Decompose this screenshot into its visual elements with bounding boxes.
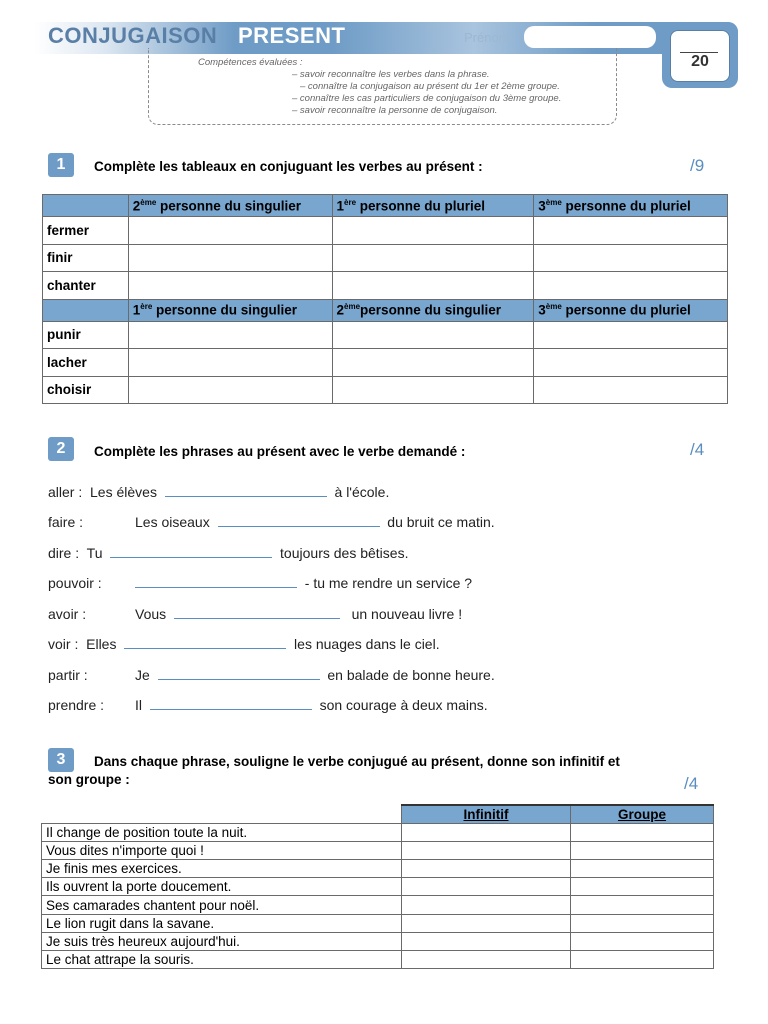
sentence-cell[interactable]: Je finis mes exercices. xyxy=(42,860,402,878)
section-3-instruction-line2: son groupe : xyxy=(48,772,130,787)
sentence-end: toujours des bêtises. xyxy=(280,545,409,561)
infinitif-cell[interactable] xyxy=(402,878,571,896)
sentence-start: Je xyxy=(135,667,150,683)
answer-cell[interactable] xyxy=(128,244,332,272)
sentence-line xyxy=(48,605,462,622)
infinitif-cell[interactable] xyxy=(402,914,571,932)
table-row xyxy=(43,376,728,404)
table-row xyxy=(42,823,714,841)
table-header-row xyxy=(42,805,714,823)
table-row xyxy=(43,272,728,300)
answer-cell[interactable] xyxy=(332,349,534,377)
verb-label: finir xyxy=(43,244,129,272)
groupe-cell[interactable] xyxy=(571,841,714,859)
column-header: 1ère personne du singulier xyxy=(128,299,332,321)
sentence-start: Elles xyxy=(86,636,117,652)
sentence-end: à l'école. xyxy=(334,484,390,500)
answer-cell[interactable] xyxy=(128,272,332,300)
sentence-end: du bruit ce matin. xyxy=(387,514,495,530)
groupe-cell[interactable] xyxy=(571,878,714,896)
sentence-cell[interactable]: Ses camarades chantent pour noël. xyxy=(42,896,402,914)
competence-item: – connaître la conjugaison au présent du 1er et 2ème groupe. xyxy=(300,81,560,92)
sentence-line xyxy=(48,666,495,683)
verb-label: fermer xyxy=(43,217,129,245)
sentence-verb: pouvoir : xyxy=(48,575,102,591)
conjugation-table xyxy=(42,194,728,404)
column-header: 1ère personne du pluriel xyxy=(332,195,534,217)
verb-label: lacher xyxy=(43,349,129,377)
table-row xyxy=(42,951,714,969)
sentence-start: Vous xyxy=(135,606,167,622)
verb-label: punir xyxy=(43,321,129,349)
column-header-groupe: Groupe xyxy=(571,805,714,823)
infinitif-cell[interactable] xyxy=(402,896,571,914)
answer-cell[interactable] xyxy=(534,321,728,349)
sentence-verb: faire : xyxy=(48,514,84,530)
sentence-line xyxy=(48,483,389,500)
answer-cell[interactable] xyxy=(128,349,332,377)
header-corner xyxy=(43,299,129,321)
infinitif-cell[interactable] xyxy=(402,932,571,950)
column-header: 2èmepersonne du singulier xyxy=(332,299,534,321)
title-conjugaison: CONJUGAISON xyxy=(48,23,218,48)
answer-cell[interactable] xyxy=(332,244,534,272)
sentence-verb: aller : xyxy=(48,484,83,500)
section-1-instruction: Complète les tableaux en conjuguant les verbes au présent : xyxy=(94,159,483,174)
answer-cell[interactable] xyxy=(534,244,728,272)
answer-cell[interactable] xyxy=(128,321,332,349)
sentence-cell[interactable]: Vous dites n'importe quoi ! xyxy=(42,841,402,859)
answer-blank[interactable] xyxy=(158,666,320,680)
title-present: PRESENT xyxy=(238,23,346,48)
header-corner xyxy=(43,195,129,217)
table-row xyxy=(43,321,728,349)
section-2-number: 2 xyxy=(48,437,74,461)
answer-cell[interactable] xyxy=(534,272,728,300)
table-row xyxy=(42,841,714,859)
answer-blank[interactable] xyxy=(174,605,340,619)
sentence-start: Il xyxy=(135,697,142,713)
section-2-points: /4 xyxy=(690,440,705,459)
sentence-line xyxy=(48,696,488,713)
verb-label: choisir xyxy=(43,376,129,404)
infinitif-cell[interactable] xyxy=(402,951,571,969)
column-header: 3ème personne du pluriel xyxy=(534,195,728,217)
groupe-cell[interactable] xyxy=(571,896,714,914)
column-header: 2ème personne du singulier xyxy=(128,195,332,217)
table-row xyxy=(43,244,728,272)
sentence-line xyxy=(48,574,472,591)
table-row xyxy=(42,878,714,896)
section-1-points: /9 xyxy=(690,156,705,175)
sentence-cell[interactable]: Le lion rugit dans la savane. xyxy=(42,914,402,932)
sentence-end: les nuages dans le ciel. xyxy=(294,636,440,652)
sentence-cell[interactable]: Le chat attrape la souris. xyxy=(42,951,402,969)
table-row xyxy=(42,860,714,878)
infinitif-cell[interactable] xyxy=(402,823,571,841)
answer-blank[interactable] xyxy=(150,696,312,710)
section-1-number: 1 xyxy=(48,153,74,177)
sentence-verb: avoir : xyxy=(48,606,87,622)
score-total: 20 xyxy=(691,53,709,70)
section-2-instruction: Complète les phrases au présent avec le verbe demandé : xyxy=(94,444,466,459)
verb-analysis-table xyxy=(41,804,714,969)
answer-cell[interactable] xyxy=(128,376,332,404)
sentence-verb: prendre : xyxy=(48,697,105,713)
sentence-verb: dire : xyxy=(48,545,80,561)
answer-blank[interactable] xyxy=(165,483,327,497)
answer-cell[interactable] xyxy=(332,376,534,404)
answer-cell[interactable] xyxy=(534,376,728,404)
sentence-start: Les oiseaux xyxy=(135,514,210,530)
answer-blank[interactable] xyxy=(218,513,380,527)
groupe-cell[interactable] xyxy=(571,932,714,950)
answer-blank[interactable] xyxy=(135,574,297,588)
sentence-line xyxy=(48,635,440,652)
answer-blank[interactable] xyxy=(110,544,272,558)
prenom-label: Prénom : xyxy=(464,30,517,45)
sentence-cell[interactable]: Ils ouvrent la porte doucement. xyxy=(42,878,402,896)
verb-label: chanter xyxy=(43,272,129,300)
table-row xyxy=(43,349,728,377)
competences-title: Compétences évaluées : xyxy=(198,57,303,68)
header-corner xyxy=(42,805,402,823)
table-header-row xyxy=(43,299,728,321)
groupe-cell[interactable] xyxy=(571,823,714,841)
sentence-end: un nouveau livre ! xyxy=(351,606,463,622)
sentence-end: son courage à deux mains. xyxy=(319,697,488,713)
sentence-end: - tu me rendre un service ? xyxy=(304,575,473,591)
answer-cell[interactable] xyxy=(332,321,534,349)
sentence-verb: partir : xyxy=(48,667,88,683)
section-3-number: 3 xyxy=(48,748,74,772)
sentence-line xyxy=(48,513,495,530)
section-3-instruction-line1: Dans chaque phrase, souligne le verbe conjugué au présent, donne son infinitif et xyxy=(94,754,620,769)
sentence-line xyxy=(48,544,408,561)
competence-item: – savoir reconnaître les verbes dans la phrase. xyxy=(292,69,490,80)
groupe-cell[interactable] xyxy=(571,860,714,878)
answer-cell[interactable] xyxy=(534,217,728,245)
infinitif-cell[interactable] xyxy=(402,860,571,878)
table-row xyxy=(42,914,714,932)
section-3-points: /4 xyxy=(684,774,699,793)
answer-cell[interactable] xyxy=(534,349,728,377)
groupe-cell[interactable] xyxy=(571,914,714,932)
sentence-start: Les élèves xyxy=(90,484,157,500)
sentence-verb: voir : xyxy=(48,636,79,652)
sentence-cell[interactable]: Je suis très heureux aujourd'hui. xyxy=(42,932,402,950)
answer-cell[interactable] xyxy=(128,217,332,245)
column-header: 3ème personne du pluriel xyxy=(534,299,728,321)
table-header-row xyxy=(43,195,728,217)
competence-item: – savoir reconnaître la personne de conjugaison. xyxy=(292,105,498,116)
answer-cell[interactable] xyxy=(332,272,534,300)
sentence-start: Tu xyxy=(86,545,103,561)
sentence-cell[interactable]: Il change de position toute la nuit. xyxy=(42,823,402,841)
prenom-field[interactable] xyxy=(524,26,656,48)
column-header-infinitif: Infinitif xyxy=(402,805,571,823)
answer-cell[interactable] xyxy=(332,217,534,245)
groupe-cell[interactable] xyxy=(571,951,714,969)
answer-blank[interactable] xyxy=(124,635,286,649)
infinitif-cell[interactable] xyxy=(402,841,571,859)
table-row xyxy=(43,217,728,245)
competences-list xyxy=(292,69,561,117)
table-row xyxy=(42,932,714,950)
competence-item: – connaître les cas particuliers de conjugaison du 3ème groupe. xyxy=(292,93,562,104)
table-row xyxy=(42,896,714,914)
sentence-end: en balade de bonne heure. xyxy=(327,667,495,683)
